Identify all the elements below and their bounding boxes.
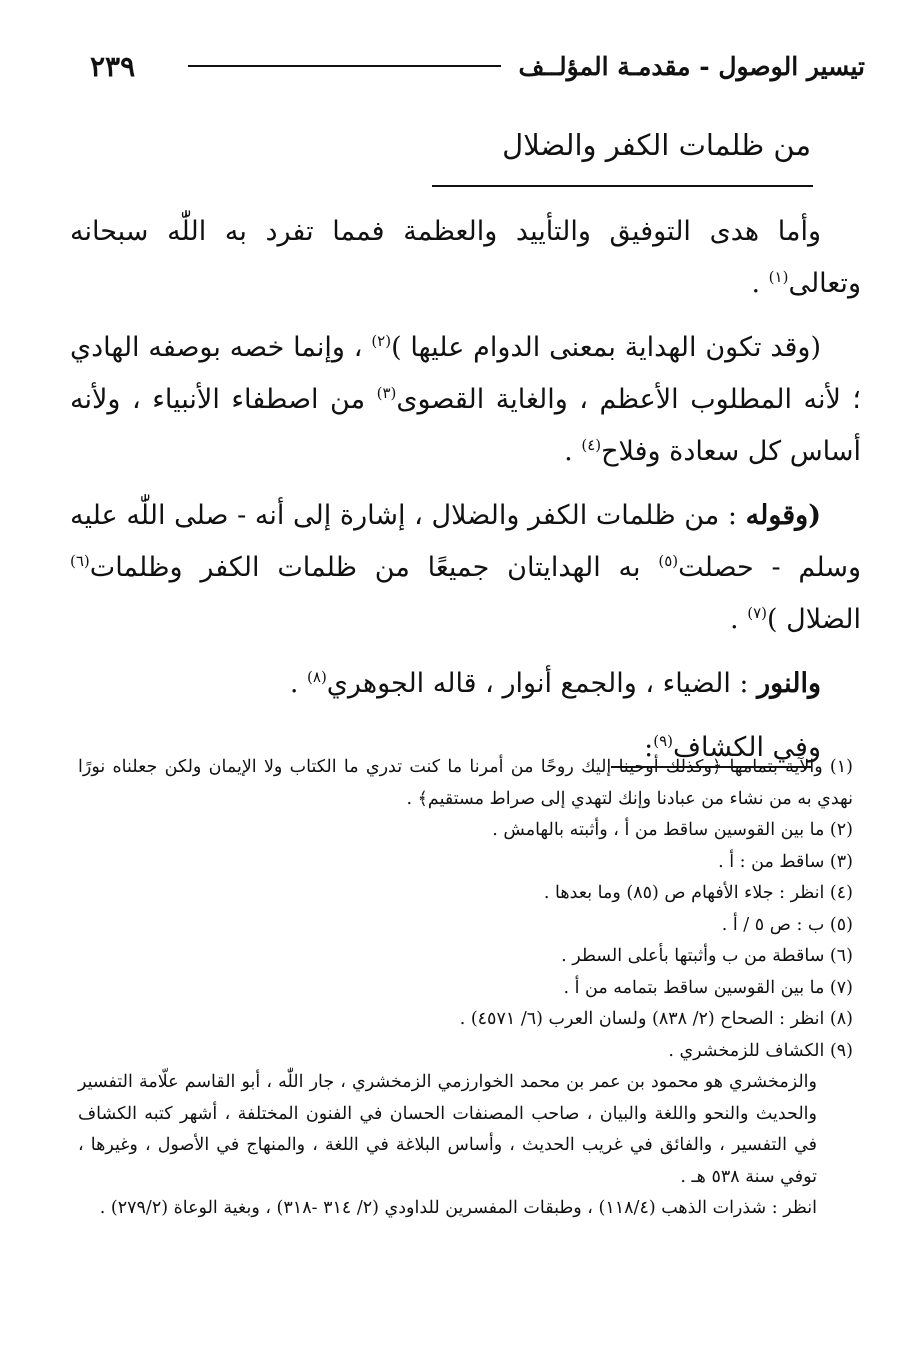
paragraph-2-end: . bbox=[564, 436, 582, 467]
footnote-9: (٩) الكشاف للزمخشري . bbox=[668, 1040, 853, 1061]
paragraph-5-end: : bbox=[644, 732, 654, 763]
paragraph-3-text-c: الضلال ) bbox=[767, 604, 861, 635]
paragraph-4-end: . bbox=[289, 668, 308, 699]
paragraph-3-text-a: : من ظلمات الكفر والضلال ، إشارة إلى أنه - صلى اللّٰه عليه وسلم - حصلت bbox=[70, 500, 861, 583]
footnote-4: (٤) انظر : جلاء الأفهام ص (٨٥) وما بعدها . bbox=[543, 883, 853, 903]
footnote-ref-6: (٦) bbox=[70, 552, 90, 570]
matn-heading: من ظلمات الكفر والضلال bbox=[502, 128, 811, 162]
running-title: تيسير الوصول - مقدمـة المؤلــف bbox=[518, 51, 865, 81]
footnote-ref-5: (٥) bbox=[658, 552, 679, 570]
footnote-9-biography: والزمخشري هو محمود بن عمر بن محمد الخوارزمي الزمخشري ، جار اللّٰه ، أبو القاسم علّامة التفسير والحديث والنحو واللغة والبيان ، صاحب المصنفات الحسان في الفنون المختلفة ، أشهر كتبه الكشاف في التفسير ، والفائق في غريب الحديث ، وأساس البلاغة في اللغة ، والمنهاج في الأصول ، وغيرها ، توفي سنة ٥٣٨ هـ . bbox=[78, 1072, 817, 1187]
header-rule bbox=[188, 65, 501, 67]
footnote-9-references: انظر : شذرات الذهب (١١٨/٤) ، وطبقات المفسرين للداودي (٢/ ٣١٤ -٣١٨) ، وبغية الوعاة (٢٧٩/٢) . bbox=[99, 1198, 817, 1218]
footnote-ref-8: (٨) bbox=[307, 668, 327, 686]
footnotes bbox=[78, 752, 853, 1225]
footnote-ref-7: (٧) bbox=[747, 604, 767, 622]
paragraph-1-end: . bbox=[751, 268, 769, 299]
paragraph-3-lead: (وقوله bbox=[745, 500, 821, 531]
footnote-8: (٨) انظر : الصحاح (٢/ ٨٣٨) ولسان العرب (٦/ ٤٥٧١) . bbox=[459, 1009, 853, 1029]
paragraph-4 bbox=[70, 658, 861, 710]
paragraph-3 bbox=[70, 490, 861, 646]
footnote-5: (٥) ب : ص ٥ / أ . bbox=[721, 914, 853, 935]
footnote-7: (٧) ما بين القوسين ساقط بتمامه من أ . bbox=[563, 977, 853, 998]
paragraph-3-text-b: به الهدايتان جميعًا من ظلمات الكفر وظلمات bbox=[89, 552, 659, 583]
footnote-2: (٢) ما بين القوسين ساقط من أ ، وأثبته بالهامش . bbox=[492, 820, 853, 840]
matn-rule bbox=[432, 185, 813, 187]
page-header bbox=[90, 44, 865, 88]
paragraph-5-text: وفي الكشاف bbox=[673, 732, 821, 763]
paragraph-4-text: : الضياء ، والجمع أنوار ، قاله الجوهري bbox=[326, 668, 758, 699]
footnote-ref-1: (١) bbox=[768, 268, 789, 286]
paragraph-4-lead: والنور bbox=[757, 668, 821, 699]
paragraph-2-text-b: ، وإنما خصه بوصفه الهادي ؛ لأنه المطلوب الأعظم ، والغاية القصوى bbox=[70, 332, 861, 415]
footnote-ref-9: (٩) bbox=[653, 732, 674, 750]
footnote-ref-2: (٢) bbox=[371, 332, 392, 350]
footnote-ref-3: (٣) bbox=[376, 384, 397, 402]
paragraph-3-end: . bbox=[730, 604, 748, 635]
page-number: ٢٣٩ bbox=[90, 49, 136, 83]
paragraph-2-text-c: من اصطفاء الأنبياء ، ولأنه أساس كل سعادة وفلاح bbox=[70, 384, 861, 467]
footnote-3: (٣) ساقط من : أ . bbox=[718, 851, 853, 872]
paragraph-1-text: وأما هدى التوفيق والتأييد والعظمة فمما تفرد به اللّٰه سبحانه وتعالى bbox=[70, 216, 861, 299]
paragraph-1 bbox=[70, 206, 861, 310]
paragraph-2-text-a: (وقد تكون الهداية بمعنى الدوام عليها ) bbox=[391, 332, 821, 363]
main-text bbox=[70, 206, 861, 768]
footnote-ref-4: (٤) bbox=[581, 436, 602, 454]
paragraph-2 bbox=[70, 322, 861, 478]
footnote-6: (٦) ساقطة من ب وأثبتها بأعلى السطر . bbox=[561, 946, 853, 966]
footnote-1: (١) والآية بتمامها ﴿وكذلك أوحينا إليك روحًا من أمرنا ما كنت تدري ما الكتاب ولا الإيمان ولكن جعلناه نورًا نهدي به من نشاء من عبادنا وإنك لتهدي إلى صراط مستقيم﴾ . bbox=[78, 757, 853, 809]
